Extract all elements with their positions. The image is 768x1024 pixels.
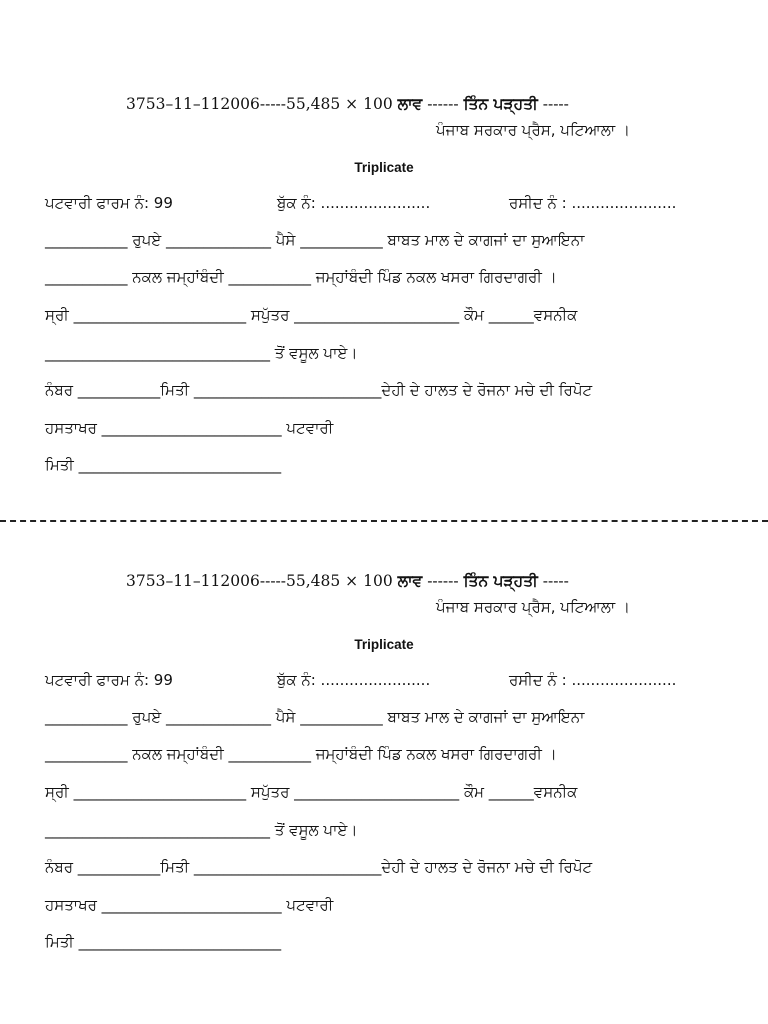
book-number: ਬੁੱਕ ਨੰ: ....................... <box>277 671 431 689</box>
form-number-row <box>45 670 725 690</box>
book-number: ਬੁੱਕ ਨੰ: ....................... <box>277 194 431 212</box>
receipt-number: ਰਸੀਦ ਨੰ : ...................... <box>509 194 677 212</box>
received-line: ______________________________ ਤੋਂ ਵਸੂਲ ਪਾਏ। <box>45 344 358 362</box>
form-header <box>126 94 569 114</box>
copy-line: ___________ ਨਕਲ ਜਮ੍ਹਾਂਬੰਦੀ ___________ ਜਮ੍ਹਾਂਬੰਦੀ ਪਿੰਡ ਨਕਲ ਖਸਰਾ ਗਿਰਦਾਗਰੀ । <box>45 745 557 763</box>
header-copy-label: ਤਿੰਨ ਪੜ੍ਹਤੀ <box>463 572 538 590</box>
header-dashes: ----- <box>542 572 569 590</box>
rupees-line: ___________ ਰੁਪਏ ______________ ਪੈਸੇ ___________ ਬਾਬਤ ਮਾਲ ਦੇ ਕਾਗਜਾਂ ਦਾ ਸੁਆਇਨਾ <box>45 231 585 249</box>
press-name: ਪੰਜਾਬ ਸਰਕਾਰ ਪ੍ਰੈਸ, ਪਟਿਆਲਾ । <box>436 121 631 139</box>
form-title: Triplicate <box>354 637 414 652</box>
name-line: ਸ੍ਰੀ _______________________ ਸਪੁੱਤਰ ______________________ ਕੌਮ ______ਵਸਨੀਕ <box>45 306 578 324</box>
header-dashes: ------ <box>427 572 459 590</box>
form-number: ਪਟਵਾਰੀ ਫਾਰਮ ਨੰ: 99 <box>45 671 173 689</box>
signature-line: ਹਸਤਾਖਰ ________________________ ਪਟਵਾਰੀ <box>45 896 334 914</box>
header-lav: ਲਾਵ <box>397 95 423 113</box>
signature-line: ਹਸਤਾਖਰ ________________________ ਪਟਵਾਰੀ <box>45 419 334 437</box>
received-line: ______________________________ ਤੋਂ ਵਸੂਲ ਪਾਏ। <box>45 821 358 839</box>
form-title: Triplicate <box>354 160 414 175</box>
header-serial: 3753–11–112006-----55,485 × 100 <box>126 572 393 590</box>
name-line: ਸ੍ਰੀ _______________________ ਸਪੁੱਤਰ ______________________ ਕੌਮ ______ਵਸਨੀਕ <box>45 783 578 801</box>
receipt-form-bottom <box>0 565 768 985</box>
copy-line: ___________ ਨਕਲ ਜਮ੍ਹਾਂਬੰਦੀ ___________ ਜਮ੍ਹਾਂਬੰਦੀ ਪਿੰਡ ਨਕਲ ਖਸਰਾ ਗਿਰਦਾਗਰੀ । <box>45 268 557 286</box>
press-name: ਪੰਜਾਬ ਸਰਕਾਰ ਪ੍ਰੈਸ, ਪਟਿਆਲਾ । <box>436 598 631 616</box>
number-date-line: ਨੰਬਰ ___________ਮਿਤੀ _________________________ਦੇਹੀ ਦੇ ਹਾਲਤ ਦੇ ਰੋਜਨਾ ਮਚੇ ਦੀ ਰਿਪੋਟ <box>45 858 593 876</box>
form-header <box>126 571 569 591</box>
header-copy-label: ਤਿੰਨ ਪੜ੍ਹਤੀ <box>463 95 538 113</box>
rupees-line: ___________ ਰੁਪਏ ______________ ਪੈਸੇ ___________ ਬਾਬਤ ਮਾਲ ਦੇ ਕਾਗਜਾਂ ਦਾ ਸੁਆਇਨਾ <box>45 708 585 726</box>
form-number: ਪਟਵਾਰੀ ਫਾਰਮ ਨੰ: 99 <box>45 194 173 212</box>
cut-line-divider <box>0 520 768 522</box>
date-line: ਮਿਤੀ ___________________________ <box>45 933 282 951</box>
number-date-line: ਨੰਬਰ ___________ਮਿਤੀ _________________________ਦੇਹੀ ਦੇ ਹਾਲਤ ਦੇ ਰੋਜਨਾ ਮਚੇ ਦੀ ਰਿਪੋਟ <box>45 381 593 399</box>
header-dashes: ----- <box>542 95 569 113</box>
header-serial: 3753–11–112006-----55,485 × 100 <box>126 95 393 113</box>
header-dashes: ------ <box>427 95 459 113</box>
receipt-form-top <box>0 88 768 508</box>
header-lav: ਲਾਵ <box>397 572 423 590</box>
receipt-number: ਰਸੀਦ ਨੰ : ...................... <box>509 671 677 689</box>
date-line: ਮਿਤੀ ___________________________ <box>45 456 282 474</box>
form-number-row <box>45 193 725 213</box>
